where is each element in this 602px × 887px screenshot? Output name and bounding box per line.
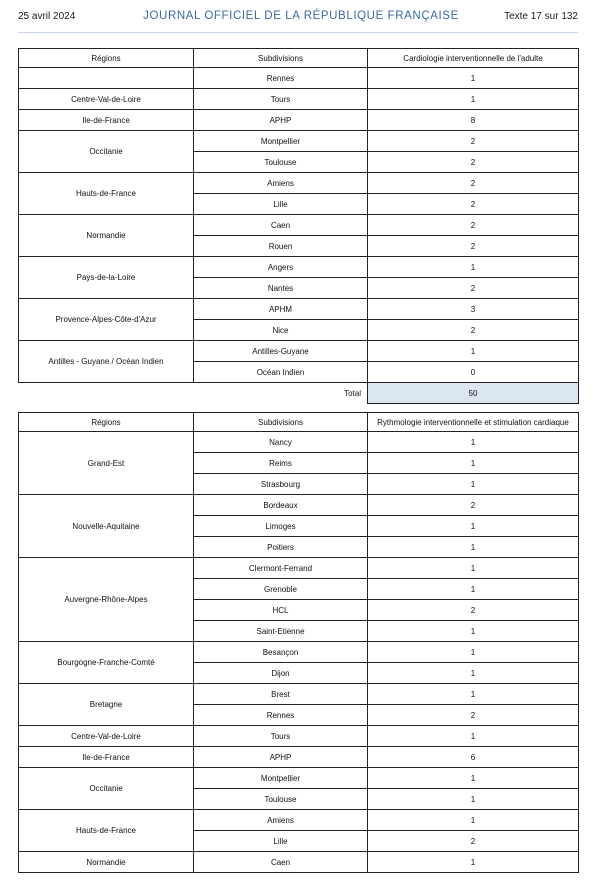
region-cell: Centre-Val-de-Loire [19, 726, 194, 747]
value-cell: 2 [368, 131, 579, 152]
value-cell: 2 [368, 236, 579, 257]
subdivision-cell: Saint-Etienne [194, 621, 368, 642]
table-row [19, 810, 579, 831]
table-row [19, 89, 579, 110]
page-reference: Texte 17 sur 132 [504, 11, 578, 22]
table-header-row [19, 413, 579, 432]
subdivision-cell: Lille [194, 831, 368, 852]
subdivision-cell: Lille [194, 194, 368, 215]
region-cell: Bretagne [19, 684, 194, 726]
value-cell: 1 [368, 852, 579, 873]
subdivision-cell: Toulouse [194, 152, 368, 173]
value-cell: 1 [368, 642, 579, 663]
table-cardiologie-interventionnelle [18, 48, 579, 404]
subdivision-cell: Angers [194, 257, 368, 278]
region-cell: Normandie [19, 215, 194, 257]
subdivision-cell: Amiens [194, 810, 368, 831]
region-cell: Auvergne-Rhône-Alpes [19, 558, 194, 642]
table-row [19, 747, 579, 768]
subdivision-cell: Clermont-Ferrand [194, 558, 368, 579]
table-row [19, 642, 579, 663]
value-cell: 3 [368, 299, 579, 320]
value-cell: 1 [368, 558, 579, 579]
subdivision-cell: Rennes [194, 68, 368, 89]
value-cell: 1 [368, 621, 579, 642]
table-row [19, 684, 579, 705]
value-cell: 1 [368, 89, 579, 110]
value-cell: 2 [368, 320, 579, 341]
table-row [19, 110, 579, 131]
subdivision-cell: Rennes [194, 705, 368, 726]
value-cell: 6 [368, 747, 579, 768]
table-row [19, 768, 579, 789]
value-cell: 2 [368, 278, 579, 299]
subdivision-cell: Océan Indien [194, 362, 368, 383]
subdivision-cell: Nice [194, 320, 368, 341]
subdivision-cell: Amiens [194, 173, 368, 194]
table-row [19, 215, 579, 236]
value-cell: 1 [368, 810, 579, 831]
column-header-subdivisions: Subdivisions [194, 49, 368, 68]
value-cell: 1 [368, 579, 579, 600]
value-cell: 2 [368, 600, 579, 621]
subdivision-cell: Reims [194, 453, 368, 474]
subdivision-cell: Caen [194, 852, 368, 873]
value-cell: 2 [368, 495, 579, 516]
value-cell: 1 [368, 516, 579, 537]
subdivision-cell: Strasbourg [194, 474, 368, 495]
total-row [19, 383, 579, 404]
subdivision-cell: APHP [194, 747, 368, 768]
subdivision-cell: Nantes [194, 278, 368, 299]
subdivision-cell: Grenoble [194, 579, 368, 600]
region-cell: Pays-de-la-Loire [19, 257, 194, 299]
region-cell [19, 68, 194, 89]
column-header-regions: Régions [19, 49, 194, 68]
value-cell: 1 [368, 341, 579, 362]
table-row [19, 68, 579, 89]
table-row [19, 131, 579, 152]
value-cell: 8 [368, 110, 579, 131]
value-cell: 1 [368, 663, 579, 684]
table-row [19, 341, 579, 362]
subdivision-cell: Brest [194, 684, 368, 705]
total-spacer [19, 383, 194, 404]
value-cell: 2 [368, 173, 579, 194]
subdivision-cell: Rouen [194, 236, 368, 257]
region-cell: Bourgogne-Franche-Comté [19, 642, 194, 684]
subdivision-cell: APHP [194, 110, 368, 131]
region-cell: Hauts-de-France [19, 173, 194, 215]
value-cell: 2 [368, 152, 579, 173]
column-header-specialty: Rythmologie interventionnelle et stimulation cardiaque [368, 413, 579, 432]
subdivision-cell: Montpellier [194, 131, 368, 152]
value-cell: 1 [368, 474, 579, 495]
region-cell: Grand-Est [19, 432, 194, 495]
value-cell: 1 [368, 684, 579, 705]
subdivision-cell: Montpellier [194, 768, 368, 789]
region-cell: Ile-de-France [19, 110, 194, 131]
value-cell: 1 [368, 789, 579, 810]
value-cell: 1 [368, 68, 579, 89]
table-row [19, 257, 579, 278]
subdivision-cell: Nancy [194, 432, 368, 453]
column-header-specialty: Cardiologie interventionnelle de l'adulte [368, 49, 579, 68]
region-cell: Ile-de-France [19, 747, 194, 768]
subdivision-cell: Dijon [194, 663, 368, 684]
value-cell: 2 [368, 215, 579, 236]
value-cell: 2 [368, 831, 579, 852]
subdivision-cell: HCL [194, 600, 368, 621]
table-row [19, 299, 579, 320]
subdivision-cell: Caen [194, 215, 368, 236]
table-row [19, 852, 579, 873]
value-cell: 1 [368, 453, 579, 474]
total-label: Total [344, 388, 361, 398]
journal-title: JOURNAL OFFICIEL DE LA RÉPUBLIQUE FRANÇAISE [143, 10, 459, 22]
subdivision-cell: Toulouse [194, 789, 368, 810]
value-cell: 1 [368, 726, 579, 747]
table-rythmologie-interventionnelle [18, 412, 579, 873]
value-cell: 0 [368, 362, 579, 383]
table-row [19, 726, 579, 747]
subdivision-cell: Limoges [194, 516, 368, 537]
subdivision-cell: Tours [194, 89, 368, 110]
subdivision-cell: Antilles-Guyane [194, 341, 368, 362]
column-header-subdivisions: Subdivisions [194, 413, 368, 432]
subdivision-cell: Besançon [194, 642, 368, 663]
region-cell: Centre-Val-de-Loire [19, 89, 194, 110]
region-cell: Antilles - Guyane / Océan Indien [19, 341, 194, 383]
region-cell: Normandie [19, 852, 194, 873]
region-cell: Occitanie [19, 131, 194, 173]
table-row [19, 558, 579, 579]
value-cell: 1 [368, 537, 579, 558]
value-cell: 1 [368, 768, 579, 789]
table-header-row [19, 49, 579, 68]
subdivision-cell: Bordeaux [194, 495, 368, 516]
value-cell: 2 [368, 705, 579, 726]
region-cell: Hauts-de-France [19, 810, 194, 852]
table-row [19, 495, 579, 516]
header-divider [18, 32, 578, 33]
subdivision-cell: Poitiers [194, 537, 368, 558]
table-row [19, 173, 579, 194]
page-header [0, 0, 602, 36]
table-row [19, 432, 579, 453]
subdivision-cell: Tours [194, 726, 368, 747]
value-cell: 1 [368, 432, 579, 453]
publication-date: 25 avril 2024 [18, 11, 76, 22]
total-value: 50 [368, 383, 579, 404]
region-cell: Nouvelle-Aquitaine [19, 495, 194, 558]
value-cell: 1 [368, 257, 579, 278]
region-cell: Occitanie [19, 768, 194, 810]
region-cell: Provence-Alpes-Côte-d'Azur [19, 299, 194, 341]
subdivision-cell: APHM [194, 299, 368, 320]
column-header-regions: Régions [19, 413, 194, 432]
value-cell: 2 [368, 194, 579, 215]
